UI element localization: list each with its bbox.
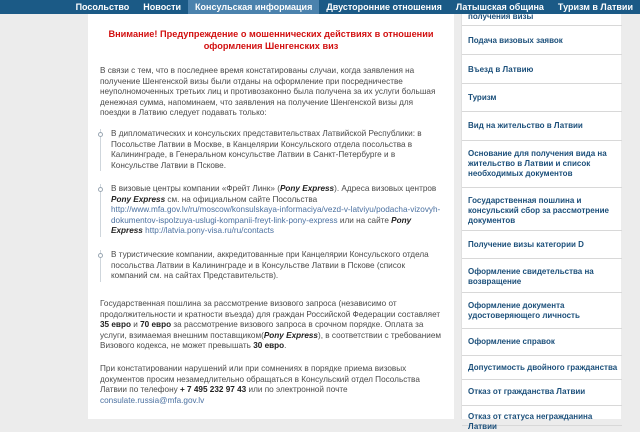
bullet-icon [98, 253, 103, 258]
sidebar-item-tourism[interactable]: Туризм [462, 84, 622, 112]
nav-item-latvian-community[interactable]: Латышская община [455, 2, 544, 12]
intro-paragraph: В связи с тем, что в последнее время констатированы случаи, когда заявления на получение Шенгенской визы были отданы на оформление при посредничестве неуполномоченных третьих лиц и противозаконно была получена за их услуги большая денежная сумма, напоминаем, что заявления на получение Шенгенской визы для поездки в Латвию следует подавать только: [100, 66, 436, 118]
sidebar-item-state-fee[interactable]: Государственная пошлина и консульский сбор за рассмотрение документов [462, 188, 622, 231]
sidebar-item-visa-d[interactable]: Получение визы категории D [462, 231, 622, 259]
bullet-text: В визовые центры компании «Фрейт Линк» (Pony Express). Адреса визовых центров Pony Express см. на официальном сайте Посольства http://www.mfa.gov.lv/ru/moscow/konsulskaya-informaciya/vezd-v-latviyu/podacha-vizovyh-dokumentov-ispolzuya-uslugi-kompanii-freyt-link-pony-express или на сайте Pony Express http://latvia.pony-visa.ru/ru/contacts [111, 184, 441, 236]
sidebar-item-identity-document[interactable]: Оформление документа удостоверяющего личность [462, 293, 622, 329]
main-content [88, 14, 454, 419]
bullet-text: В туристические компании, аккредитованные при Канцелярии Консульского отдела посольства Латвии в Калининграде и в Консульстве Латвии в Пскове (список компаний см. на сайтах Представительств). [111, 250, 429, 281]
nav-item-tourism[interactable]: Туризм в Латвии [557, 2, 633, 12]
sidebar-item-residence-permit[interactable]: Вид на жительство в Латвии [462, 112, 622, 141]
list-item-travel-agencies [100, 250, 445, 282]
nav-spacer [0, 0, 69, 14]
fee-paragraph: Государственная пошлина за рассмотрение визового запроса (независимо от продолжительности и кратности въезда) для граждан Российской Федерации составляет 35 евро и 70 евро за рассмотрение визового запроса в срочном порядке. Оплата за услуги, взимаемая внешним поставщиком(Pony Express), в соответствии с требованием Визового кодекса, не может превышать 30 евро. [100, 299, 442, 351]
nav-item-embassy[interactable]: Посольство [75, 2, 130, 12]
pony-visa-link[interactable]: http://latvia.pony-visa.ru/ru/contacts [145, 226, 274, 236]
sidebar-item-visa-obtaining[interactable]: получения визы [462, 12, 622, 26]
sidebar-item-dual-citizenship[interactable]: Допустимость двойного гражданства [462, 356, 622, 380]
nav-item-consular-info[interactable]: Консульская информация [188, 0, 319, 14]
list-item-visa-centers [100, 184, 445, 237]
sidebar-item-renounce-noncitizen[interactable]: Отказ от статуса негражданина Латвии [462, 406, 622, 426]
consulate-email-link[interactable]: consulate.russia@mfa.gov.lv [100, 395, 205, 405]
warning-heading: Внимание! Предупреждение о мошеннических действиях в отношении оформления Шенгенских виз [108, 29, 434, 51]
bullet-text: В дипломатических и консульских представительствах Латвийской Республики: в Посольстве Латвии в Москве, в Канцелярии Консульского отдела посольства в Калининграде, в Генеральном консульстве Латвии в Санкт-Петербурге и в Консульстве Латвии в Пскове. [111, 129, 422, 170]
sidebar-item-certificates[interactable]: Оформление справок [462, 329, 622, 356]
list-item-diplomatic [100, 129, 445, 171]
sidebar [461, 12, 621, 431]
sidebar-item-entry-latvia[interactable]: Въезд в Латвию [462, 55, 622, 84]
bullet-icon [98, 132, 103, 137]
bullet-icon [98, 187, 103, 192]
sidebar-item-renounce-citizenship[interactable]: Отказ от гражданства Латвии [462, 380, 622, 406]
embassy-link[interactable]: http://www.mfa.gov.lv/ru/moscow/konsulskaya-informaciya/vezd-v-latviyu/podacha-vizovyh-dokumentov-ispolzuya-uslugi-kompanii-freyt-link-pony-express [111, 205, 441, 225]
nav-item-bilateral-relations[interactable]: Двусторонние отношения [326, 2, 442, 12]
sidebar-item-residence-grounds[interactable]: Основание для получения вида на жительство в Латвии и список необходимых документов [462, 141, 622, 188]
contact-paragraph: При констатировании нарушений или при сомнениях в порядке приема визовых документов просим незамедлительно обращаться в Консульский отдел Посольства Латвии по телефону + 7 495 232 97 43 или по электронной почте consulate.russia@mfa.gov.lv [100, 364, 420, 405]
sidebar-item-visa-applications[interactable]: Подача визовых заявок [462, 26, 622, 55]
sidebar-item-return-certificate[interactable]: Оформление свидетельства на возвращение [462, 259, 622, 293]
nav-item-news[interactable]: Новости [143, 2, 182, 12]
